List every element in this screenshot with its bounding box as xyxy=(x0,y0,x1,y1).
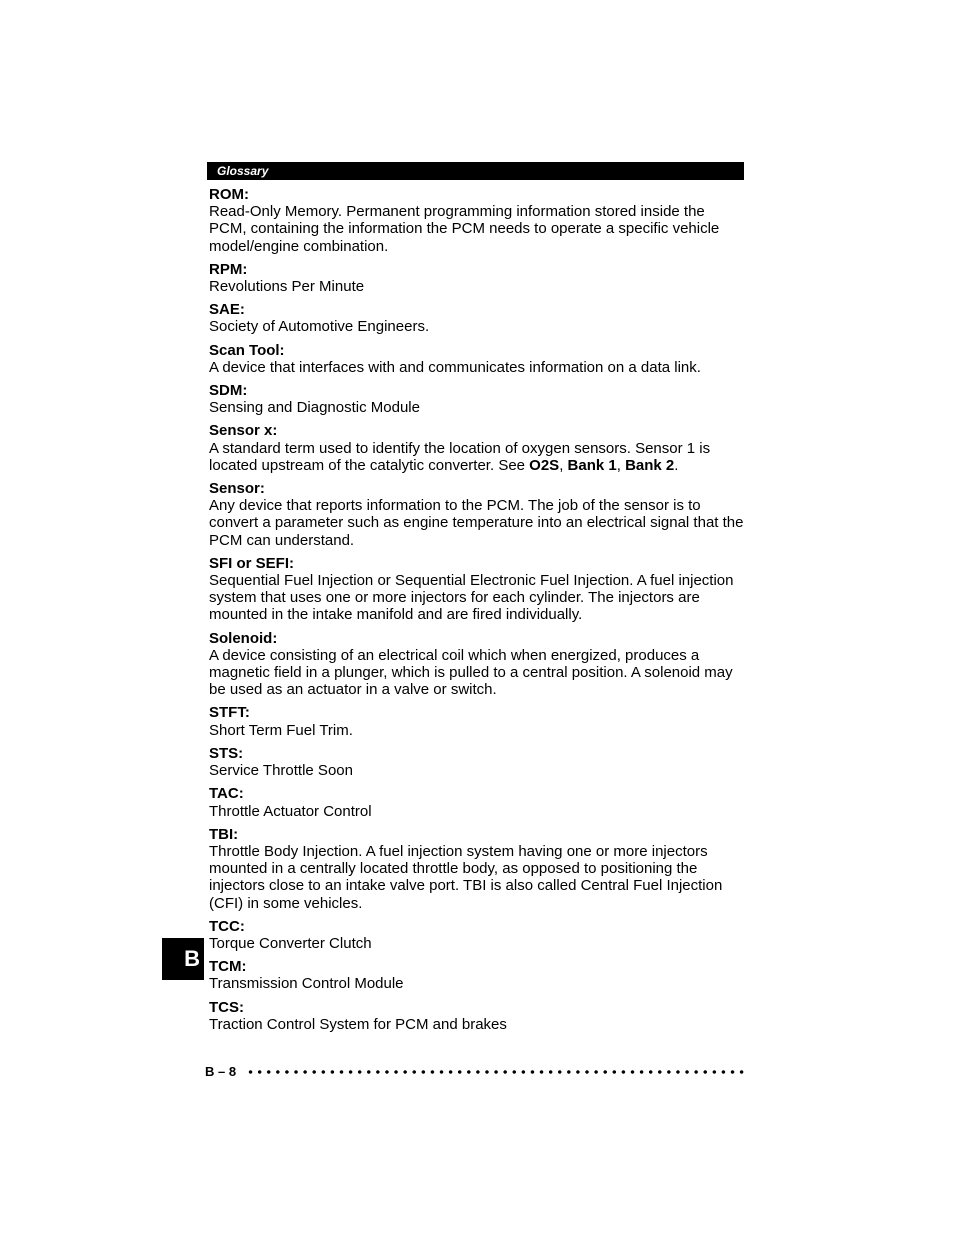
glossary-definition: Revolutions Per Minute xyxy=(209,278,365,296)
definition-text: . xyxy=(674,456,679,474)
cross-reference: O2S xyxy=(529,456,560,474)
glossary-definition: A device that interfaces with and communicates information on a data link. xyxy=(209,358,701,376)
glossary-definition: Sensing and Diagnostic Module xyxy=(209,399,420,417)
glossary-term: Sensor: xyxy=(209,480,265,498)
glossary-term: Scan Tool: xyxy=(209,341,285,359)
glossary-definition xyxy=(209,440,745,474)
glossary-term: RPM: xyxy=(209,260,248,278)
glossary-entry xyxy=(209,422,745,474)
glossary-term: SDM: xyxy=(209,382,248,400)
glossary-entry xyxy=(209,186,745,255)
glossary-entry xyxy=(209,826,745,912)
glossary-term: TBI: xyxy=(209,825,239,843)
glossary-definition: Society of Automotive Engineers. xyxy=(209,318,430,336)
glossary-definition: Throttle Actuator Control xyxy=(209,802,372,820)
separator: , xyxy=(559,456,568,474)
section-title: Glossary xyxy=(217,164,269,178)
section-header-bar xyxy=(207,162,744,180)
glossary-definition: Throttle Body Injection. A fuel injection system having one or more injectors mounted in a centrally located throttle body, as opposed to positioning the injectors close to an intake valve port. TBI is also called Central Fuel Injection (CFI) in some vehicles. xyxy=(209,842,723,912)
section-tab-marker xyxy=(162,938,204,980)
glossary-entry xyxy=(209,382,745,416)
glossary-definition: Any device that reports information to the PCM. The job of the sensor is to convert a parameter such as engine temperature into an electrical signal that the PCM can understand. xyxy=(209,497,744,549)
separator: , xyxy=(616,456,626,474)
glossary-entry xyxy=(209,301,745,335)
glossary-definition: Read-Only Memory. Permanent programming information stored inside the PCM, containing the information the PCM needs to operate a specific vehicle model/engine combination. xyxy=(209,203,720,255)
glossary-definition: Torque Converter Clutch xyxy=(209,934,372,952)
glossary-definition: Traction Control System for PCM and brakes xyxy=(209,1015,507,1033)
glossary-definition: Service Throttle Soon xyxy=(209,762,353,780)
glossary-list xyxy=(209,186,745,1039)
page-number: B – 8 xyxy=(205,1064,237,1079)
glossary-term: TCM: xyxy=(209,958,247,976)
glossary-entry xyxy=(209,785,745,819)
glossary-entry xyxy=(209,555,745,624)
glossary-definition: A device consisting of an electrical coil which when energized, produces a magnetic field in a plunger, which is pulled to a central position. A solenoid may be used as an actuator in a valve or switch. xyxy=(209,646,733,699)
glossary-definition: Short Term Fuel Trim. xyxy=(209,721,353,739)
glossary-term: TAC: xyxy=(209,785,244,803)
dotted-rule xyxy=(246,1070,745,1074)
glossary-term: STFT: xyxy=(209,704,250,722)
cross-reference: Bank 2 xyxy=(625,456,675,474)
glossary-term: Sensor x: xyxy=(209,422,278,440)
glossary-term: TCC: xyxy=(209,917,245,935)
page-footer xyxy=(205,1063,745,1081)
glossary-term: SFI or SEFI: xyxy=(209,554,295,572)
glossary-term: ROM: xyxy=(209,186,249,203)
glossary-entry xyxy=(209,342,745,376)
glossary-entry xyxy=(209,630,745,699)
glossary-entry xyxy=(209,480,745,549)
glossary-term: Solenoid: xyxy=(209,629,278,647)
glossary-term: TCS: xyxy=(209,998,244,1016)
glossary-entry xyxy=(209,745,745,779)
glossary-term: SAE: xyxy=(209,301,245,319)
glossary-entry xyxy=(209,704,745,738)
glossary-entry xyxy=(209,261,745,295)
glossary-entry xyxy=(209,958,745,992)
cross-reference: Bank 1 xyxy=(567,456,617,474)
glossary-definition: Transmission Control Module xyxy=(209,975,404,993)
glossary-definition: Sequential Fuel Injection or Sequential Electronic Fuel Injection. A fuel injection system that uses one or more injectors for each cylinder. The injectors are mounted in the intake manifold and are fired individually. xyxy=(209,572,734,624)
definition-text: A standard term used to identify the location of oxygen sensors. Sensor 1 is located upstream of the catalytic converter. See xyxy=(209,439,711,474)
glossary-term: STS: xyxy=(209,744,244,762)
glossary-entry xyxy=(209,999,745,1033)
section-tab-letter: B xyxy=(184,946,200,971)
glossary-entry xyxy=(209,918,745,952)
